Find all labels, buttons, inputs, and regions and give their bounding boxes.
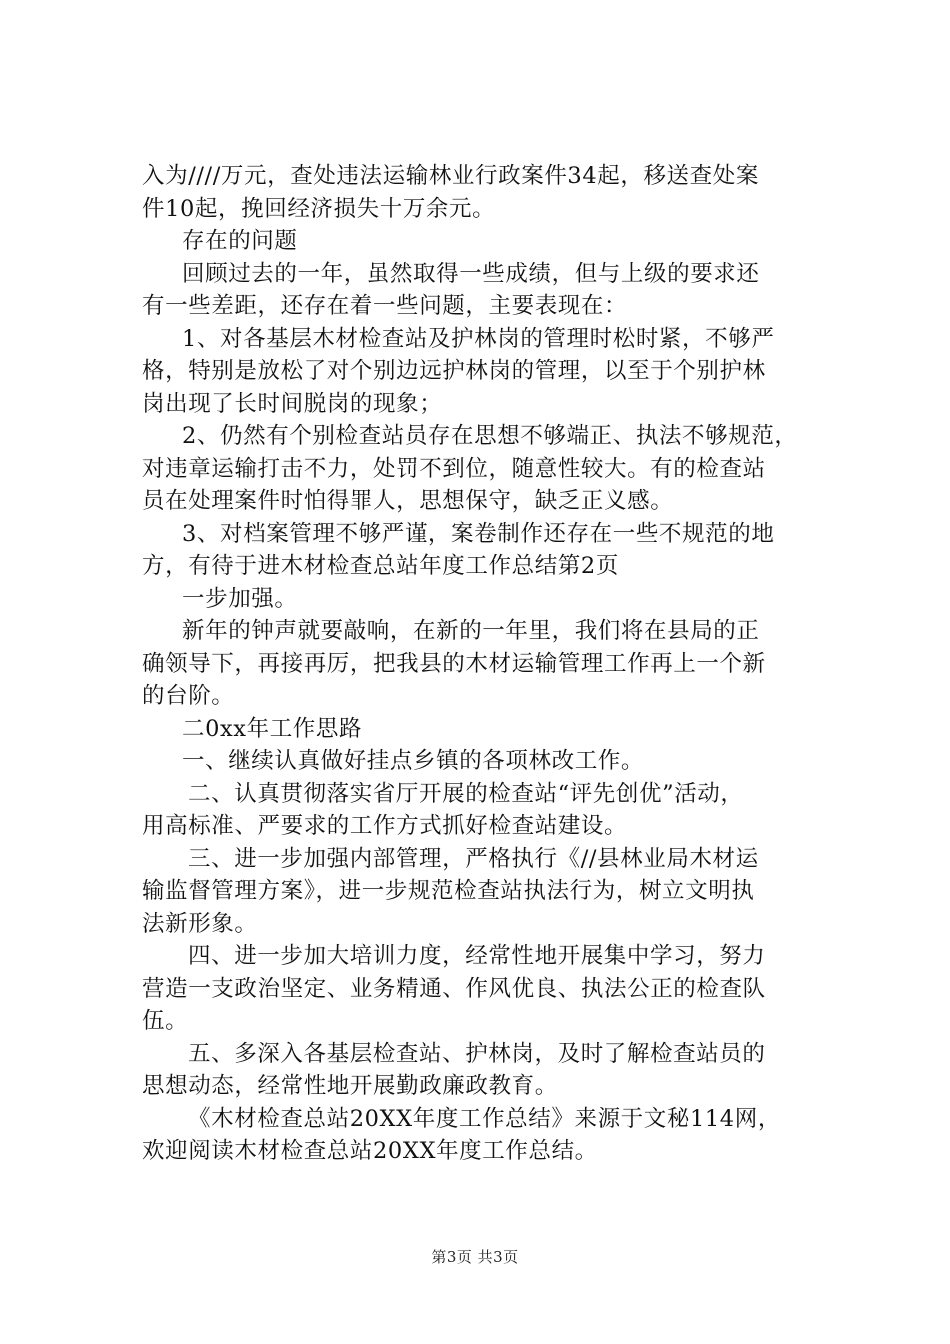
text-line: 五、多深入各基层检查站、护林岗，及时了解检查站员的 xyxy=(188,1040,766,1067)
text-line: 入为////万元，查处违法运输林业行政案件34起，移送查处案 xyxy=(142,163,759,189)
text-line: 2、仍然有个别检查站员存在思想不够端正、执法不够规范， xyxy=(182,423,798,449)
text-line: 3、对档案管理不够严谨，案卷制作还存在一些不规范的地 xyxy=(182,520,775,547)
text-line: 一、继续认真做好挂点乡镇的各项林改工作。 xyxy=(182,748,645,774)
text-line: 对违章运输打击不力，处罚不到位，随意性较大。有的检查站 xyxy=(142,455,766,482)
page-number-footer: 第3页 共3页 xyxy=(431,1248,519,1266)
text-line: 格，特别是放松了对个别边远护林岗的管理，以至于个别护林 xyxy=(142,358,766,384)
text-line: 岗出现了长时间脱岗的现象； xyxy=(142,390,443,417)
text-line: 1、对各基层木材检查站及护林岗的管理时松时紧，不够严 xyxy=(182,325,775,352)
section-heading-problems: 存在的问题 xyxy=(182,228,298,254)
text-line: 确领导下，再接再厉，把我县的木材运输管理工作再上一个新 xyxy=(142,650,766,677)
text-line: 三、进一步加强内部管理，严格执行《//县林业局木材运 xyxy=(188,845,759,872)
text-line: 有一些差距，还存在着一些问题，主要表现在： xyxy=(142,293,628,319)
text-line: 营造一支政治坚定、业务精通、作风优良、执法公正的检查队 xyxy=(142,975,766,1002)
text-line: 一步加强。 xyxy=(182,585,298,612)
document-body xyxy=(142,160,827,1168)
text-line: 输监督管理方案》，进一步规范检查站执法行为，树立文明执 xyxy=(142,878,755,904)
text-line: 的台阶。 xyxy=(142,683,235,709)
text-line: 法新形象。 xyxy=(142,910,258,937)
text-line: 用高标准、严要求的工作方式抓好检查站建设。 xyxy=(142,813,628,839)
text-line: 回顾过去的一年，虽然取得一些成绩，但与上级的要求还 xyxy=(182,260,760,287)
text-line: 《木材检查总站20XX年度工作总结》来源于文秘114网， xyxy=(188,1105,781,1132)
text-line: 新年的钟声就要敲响，在新的一年里，我们将在县局的正 xyxy=(182,618,760,644)
text-line: 二、认真贯彻落实省厅开展的检查站“评先创优”活动， xyxy=(188,780,744,807)
text-line: 件10起，挽回经济损失十万余元。 xyxy=(142,195,496,222)
text-line: 伍。 xyxy=(142,1008,189,1034)
text-line: 员在处理案件时怕得罪人，思想保守，缺乏正义感。 xyxy=(142,488,674,514)
section-heading-work-plan: 二0xx年工作思路 xyxy=(182,715,363,742)
text-line: 四、进一步加大培训力度，经常性地开展集中学习，努力 xyxy=(188,943,766,969)
text-line: 思想动态，经常性地开展勤政廉政教育。 xyxy=(142,1073,558,1099)
text-line: 方，有待于进木材检查总站年度工作总结第2页 xyxy=(142,553,619,579)
text-line: 欢迎阅读木材检查总站20XX年度工作总结。 xyxy=(142,1138,598,1164)
